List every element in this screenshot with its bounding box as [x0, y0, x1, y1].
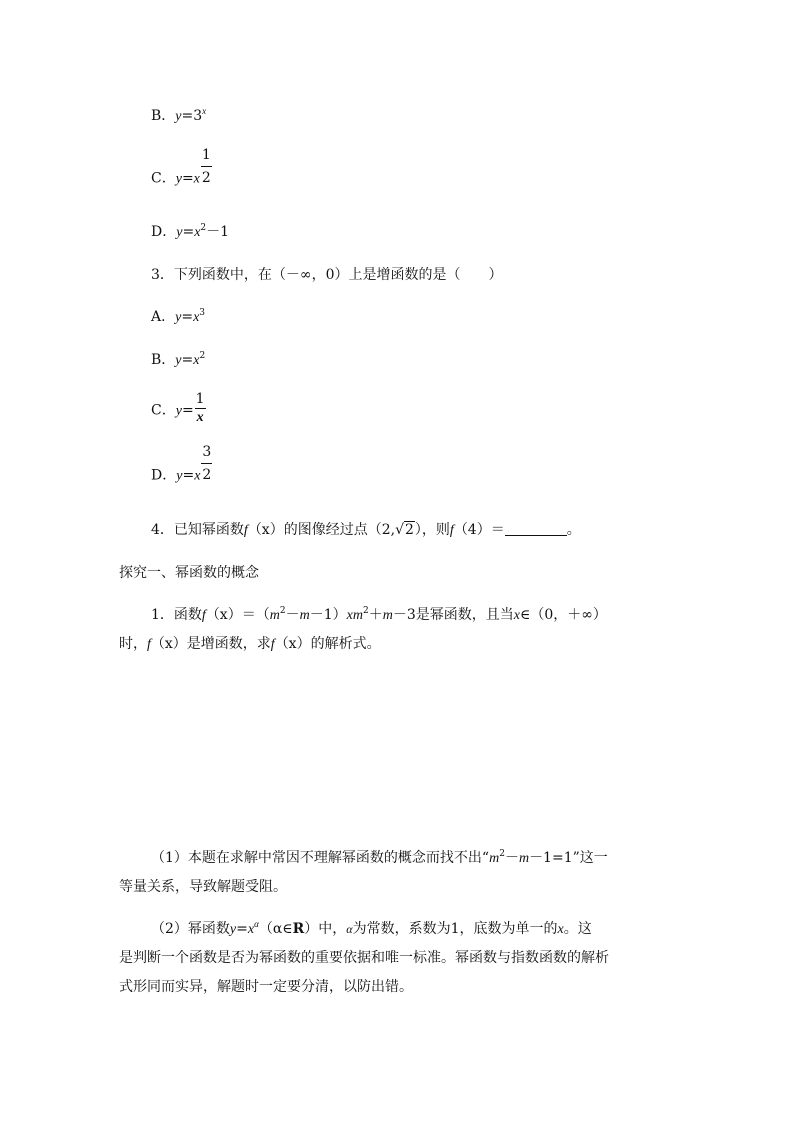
section-title: 探究一、幂函数的概念 [119, 565, 259, 581]
q3-option-d: D．y=x $\frac{3}{2}$ [151, 444, 212, 484]
exponent-fraction: $\frac{3}{2}$ [202, 444, 212, 483]
q2-option-c: C．y=x $\frac{1}{2}$ [151, 147, 211, 187]
problem-1-line-1: 1．函数$f(x)=(m^2-m-1)xm^2+m-3$是幂函数，且当x∈（0，＋∞） [151, 606, 607, 623]
q4-stem: 4．已知幂函数f（x）的图像经过点（2,√2），则f（4）＝ 。 [151, 522, 581, 538]
q2-option-b: B．$y=3^x$ [151, 106, 207, 124]
note-2-line-1: （2）幂函数$y=x^\alpha(\alpha\in R)$中，α为常数，系数为1，底数为单一的x。这 [151, 919, 592, 937]
q3-option-c: C．y= $\frac{1}{x}$ [151, 391, 205, 425]
q2-option-d: D．$y=x^2-1$ [151, 223, 230, 240]
note-1-line-2: 等量关系，导致解题受阻。 [119, 879, 287, 895]
exponent-fraction: $\frac{1}{2}$ [201, 147, 211, 186]
answer-blank [505, 521, 567, 536]
note-1-line-1: （1）本题在求解中常因不理解幂函数的概念而找不出“$m^2-m-1=1$”这一 [151, 849, 608, 866]
q3-stem: 3．下列函数中，在（－∞，0）上是增函数的是（ ） [151, 267, 503, 283]
note-2-line-3: 式形同而实异，解题时一定要分清，以防出错。 [119, 979, 413, 995]
q3-option-b: B．$y=x^2$ [151, 351, 206, 368]
q3-option-a: A．$y=x^3$ [151, 308, 206, 325]
reciprocal-fraction: $\frac{1}{x}$ [195, 391, 205, 425]
problem-1-line-2: 时，f（x）是增函数，求f（x）的解析式。 [119, 636, 381, 652]
sqrt-symbol: √2 [395, 522, 414, 538]
note-2-line-2: 是判断一个函数是否为幂函数的重要依据和唯一标准。幂函数与指数函数的解析 [119, 950, 609, 966]
